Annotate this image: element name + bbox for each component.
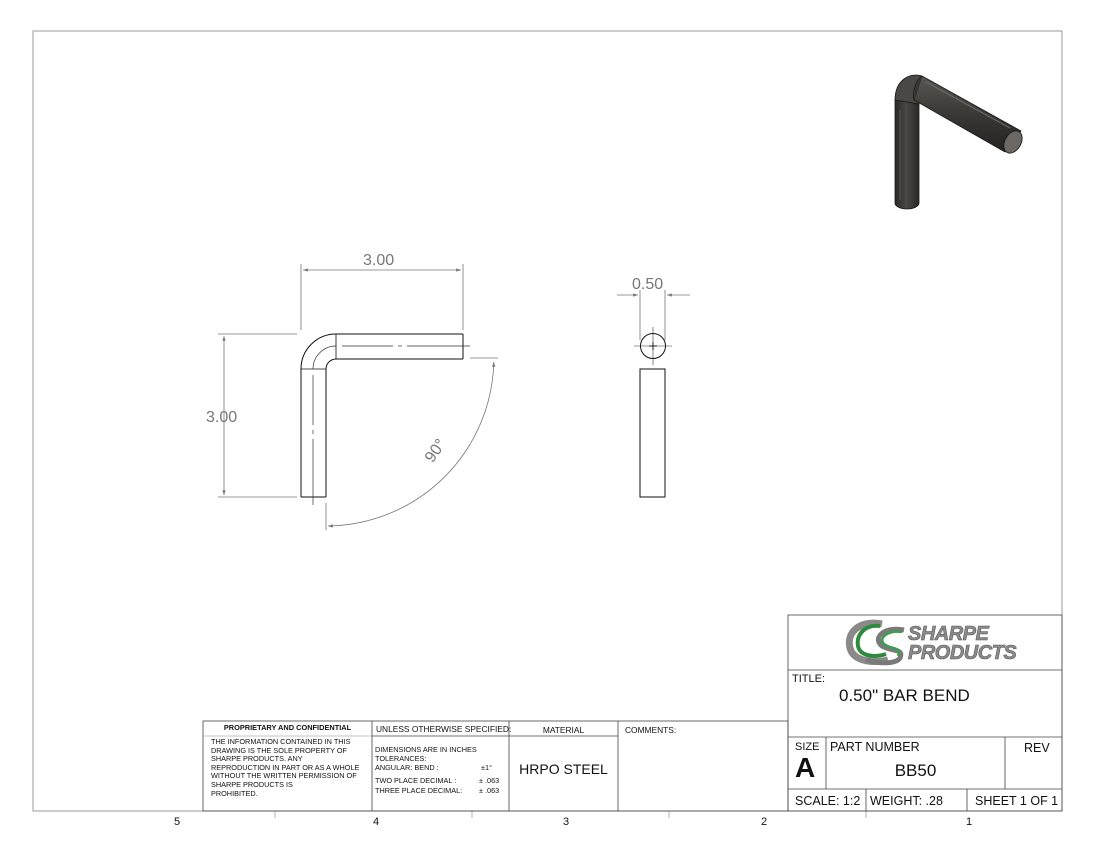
bar-outer-edge (301, 334, 463, 497)
zone-label-5: 5 (174, 816, 181, 828)
dim-horizontal-length: 3.00 (363, 252, 395, 269)
zone-label-4: 4 (373, 816, 380, 828)
dim-bend-angle: 90° (422, 436, 450, 466)
centerlines (313, 346, 470, 505)
size-label: SIZE (795, 741, 820, 753)
zone-label-1: 1 (966, 816, 973, 828)
tolerance-row-three-place: THREE PLACE DECIMAL: ± .063 (375, 786, 500, 795)
sheet-text: SHEET 1 OF 1 (975, 794, 1059, 808)
size-value: A (795, 752, 816, 783)
isometric-view (895, 75, 1026, 209)
tolerance-row-two-place: TWO PLACE DECIMAL : ± .063 (375, 776, 500, 785)
proprietary-heading: PROPRIETARY AND CONFIDENTIAL (223, 723, 352, 732)
tolerance-notes: DIMENSIONS ARE IN INCHES TOLERANCES: (375, 745, 477, 763)
dimension-lines (218, 264, 498, 530)
scale-text: SCALE: 1:2 (795, 794, 861, 808)
zone-label-3: 3 (563, 816, 570, 828)
rev-label: REV (1024, 741, 1050, 755)
weight-text: WEIGHT: .28 (870, 794, 943, 808)
material-value: HRPO STEEL (519, 761, 608, 777)
logo-text: SHARPE PRODUCTS (908, 623, 1017, 664)
comments-heading: COMMENTS: (625, 725, 677, 735)
part-number-value: BB50 (894, 761, 937, 780)
part-number-label: PART NUMBER (830, 740, 920, 754)
side-view (634, 327, 672, 497)
sharpe-products-logo (849, 623, 904, 663)
diameter-dimension (617, 290, 690, 340)
material-heading: MATERIAL (542, 725, 585, 735)
tolerance-row-angular: ANGULAR: BEND : ±1° (375, 763, 492, 772)
zone-ticks (275, 811, 866, 818)
proprietary-text: THE INFORMATION CONTAINED IN THIS DRAWING IS THE SOLE PROPERTY OF SHARPE PRODUCTS. ANY REPRODUCTION IN PART OR AS A WHOLE WITHOUT THE WRITTEN PERMISSION OF SHARPE PRODUCTS IS PROHIBITED. (211, 737, 360, 798)
title-label: TITLE: (792, 673, 826, 685)
drawing-title: 0.50" BAR BEND (839, 686, 970, 705)
dim-diameter: 0.50 (632, 276, 664, 293)
zone-label-2: 2 (761, 816, 768, 828)
front-view (301, 334, 470, 505)
unless-specified-heading: UNLESS OTHERWISE SPECIFIED: (376, 724, 512, 734)
dim-vertical-length: 3.00 (206, 409, 238, 426)
bar-inner-edge (326, 359, 463, 497)
